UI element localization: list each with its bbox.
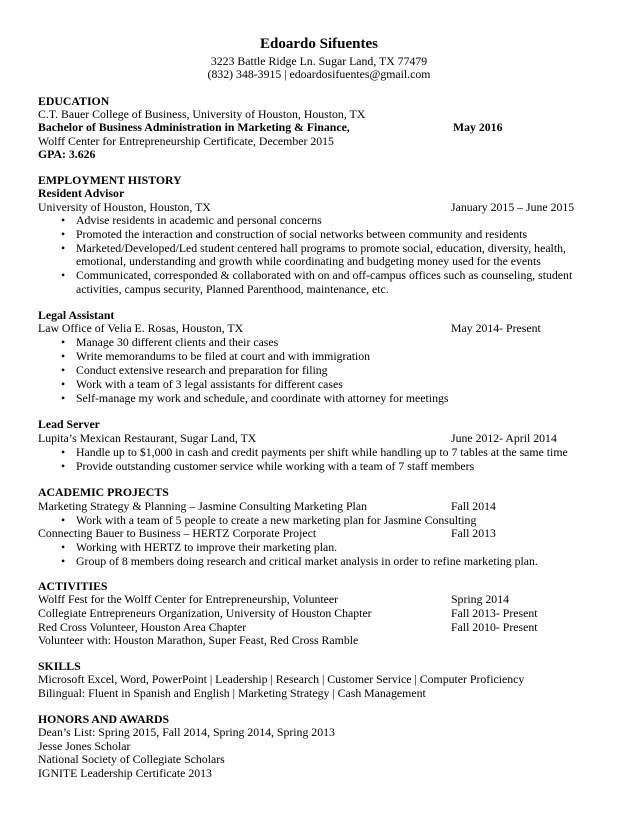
job-bullet: Advise residents in academic and personal concerns [76,213,322,227]
job-bullet: Marketed/Developed/Led student centered hall programs to promote social, education, diversity, health, [76,241,566,255]
bullet-icon: • [61,349,66,363]
education-school: C.T. Bauer College of Business, University of Houston, Houston, TX [38,107,366,121]
bullet-icon: • [61,554,66,568]
bullet-icon: • [61,268,66,282]
education-certificate: Wolff Center for Entrepreneurship Certificate, December 2015 [38,134,334,148]
activities-heading: ACTIVITIES [38,579,108,593]
project-title: Marketing Strategy & Planning – Jasmine Consulting Marketing Plan [38,499,367,513]
job-bullet: Handle up to $1,000 in cash and credit payments per shift while handling up to 7 tables at the same time [76,445,568,459]
job-title: Legal Assistant [38,308,115,322]
job-bullet: Write memorandums to be filed at court and with immigration [76,349,371,363]
address-line: 3223 Battle Ridge Ln. Sugar Land, TX 77479 [210,54,428,68]
job-bullet: Provide outstanding customer service while working with a team of 7 staff members [76,459,475,473]
bullet-icon: • [61,513,66,527]
job-bullet-continued: emotional, understanding and growth while coordinating and budgeting money used for the events [76,254,541,268]
project-title: Connecting Bauer to Business – HERTZ Corporate Project [38,526,317,540]
job-bullet: Conduct extensive research and preparation for filing [76,363,328,377]
activity-date: Fall 2010- Present [451,620,538,634]
skills-line: Bilingual: Fluent in Spanish and English | Marketing Strategy | Cash Management [38,686,426,700]
education-gpa: GPA: 3.626 [38,147,96,161]
skills-line: Microsoft Excel, Word, PowerPoint | Leadership | Research | Customer Service | Computer Proficiency [38,672,525,686]
job-org: Lupita’s Mexican Restaurant, Sugar Land, TX [38,431,257,445]
job-dates: January 2015 – June 2015 [451,200,575,214]
bullet-icon: • [61,227,66,241]
honors-line: Dean’s List: Spring 2015, Fall 2014, Spring 2014, Spring 2013 [38,725,335,739]
project-bullet: Group of 8 members doing research and critical market analysis in order to refine marketing plan. [76,554,538,568]
activity-item: Wolff Fest for the Wolff Center for Entrepreneurship, Volunteer [38,592,339,606]
bullet-icon: • [61,335,66,349]
employment-heading: EMPLOYMENT HISTORY [38,173,182,187]
projects-heading: ACADEMIC PROJECTS [38,485,169,499]
job-org: University of Houston, Houston, TX [38,200,211,214]
honors-line: Jesse Jones Scholar [38,739,131,753]
job-bullet: Promoted the interaction and construction of social networks between community and residents [76,227,528,241]
activity-item: Volunteer with: Houston Marathon, Super Feast, Red Cross Ramble [38,633,359,647]
project-bullet: Working with HERTZ to improve their marketing plan. [76,540,338,554]
bullet-icon: • [61,459,66,473]
bullet-icon: • [61,241,66,255]
job-title: Resident Advisor [38,186,125,200]
resume-name: Edoardo Sifuentes [260,36,378,52]
bullet-icon: • [61,445,66,459]
project-date: Fall 2014 [451,499,496,513]
skills-heading: SKILLS [38,659,81,673]
job-dates: June 2012- April 2014 [451,431,557,445]
bullet-icon: • [61,540,66,554]
job-bullet-continued: activities, campus security, Planned Parenthood, maintenance, etc. [76,282,389,296]
job-bullet: Communicated, corresponded & collaborated with on and off-campus offices such as counseling, student [76,268,573,282]
activity-item: Red Cross Volunteer, Houston Area Chapter [38,620,247,634]
honors-line: IGNITE Leadership Certificate 2013 [38,766,212,780]
contact-line: (832) 348-3915 | edoardosifuentes@gmail.com [207,67,431,81]
honors-heading: HONORS AND AWARDS [38,712,170,726]
bullet-icon: • [61,377,66,391]
bullet-icon: • [61,391,66,405]
job-bullet: Self-manage my work and schedule, and coordinate with attorney for meetings [76,391,449,405]
bullet-icon: • [61,213,66,227]
project-bullet: Work with a team of 5 people to create a new marketing plan for Jasmine Consulting [76,513,477,527]
job-title: Lead Server [38,417,100,431]
job-org: Law Office of Velia E. Rosas, Houston, TX [38,321,244,335]
job-dates: May 2014- Present [451,321,541,335]
bullet-icon: • [61,363,66,377]
education-degree-date: May 2016 [453,120,503,134]
job-bullet: Manage 30 different clients and their cases [76,335,279,349]
honors-line: National Society of Collegiate Scholars [38,752,225,766]
activity-item: Collegiate Entrepreneurs Organization, University of Houston Chapter [38,606,372,620]
job-bullet: Work with a team of 3 legal assistants for different cases [76,377,343,391]
project-date: Fall 2013 [451,526,496,540]
activity-date: Spring 2014 [451,592,510,606]
activity-date: Fall 2013- Present [451,606,538,620]
education-heading: EDUCATION [38,94,110,108]
education-degree: Bachelor of Business Administration in Marketing & Finance, [38,120,350,134]
